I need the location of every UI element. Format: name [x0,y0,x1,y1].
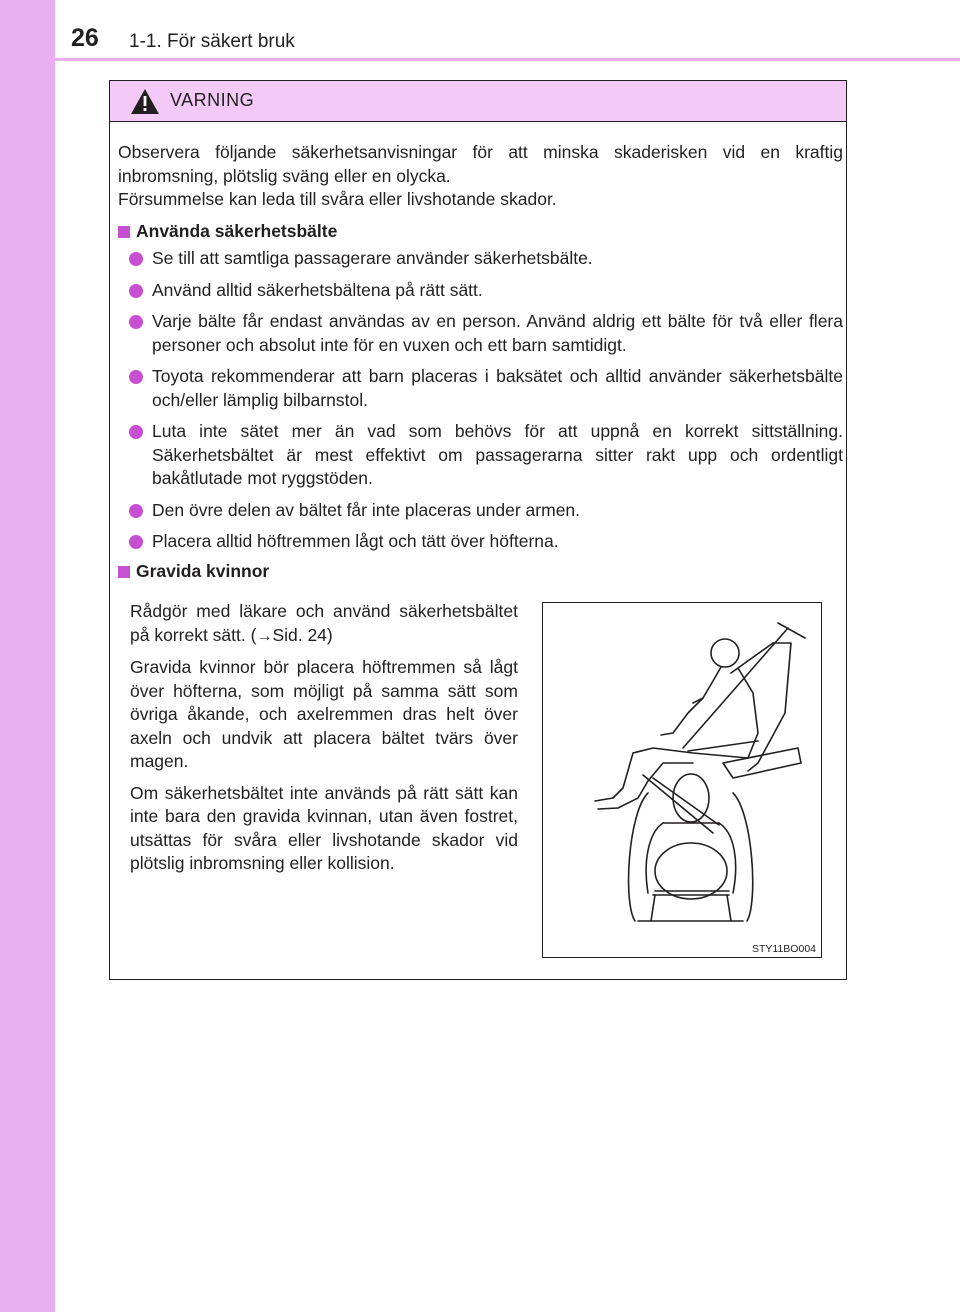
warning-box [109,80,847,980]
pregnant-paragraph-3: Om säkerhetsbältet inte används på rätt sätt kan inte bara den gravida kvinnan, utan även fostret, utsättas för svåra eller livshotande skador vid plötslig inbromsning eller kollision. [130,782,518,873]
subheading-seatbelt [118,220,843,244]
intro-line: Försummelse kan leda till svåra eller livshotande skador. [118,189,557,209]
warning-title: VARNING [170,90,255,110]
pregnant-text-column [130,600,518,884]
square-bullet-icon [118,566,130,578]
seatbelt-list [118,247,843,554]
pregnant-seatbelt-illustration [542,602,822,958]
subheading-pregnant [118,560,843,584]
bullet-dot-icon [129,504,143,518]
warning-header [110,81,846,122]
bullet-dot-icon [129,425,143,439]
intro-line: Observera följande säkerhetsanvisningar för att minska skaderisken vid en kraftig inbromsning, plötslig sväng eller en olycka. [118,142,843,186]
list-item: Toyota rekommenderar att barn placeras i baksätet och alltid använder säkerhetsbälte och/eller lämplig bilbarnstol. [118,365,843,412]
arrow-right-icon: → [256,627,273,645]
header-divider [55,58,960,61]
bullet-dot-icon [129,315,143,329]
section-title: 1-1. För säkert bruk [129,31,295,52]
list-item: Placera alltid höftremmen lågt och tätt över höfterna. [118,530,843,554]
subheading-label: Gravida kvinnor [136,560,270,581]
bullet-dot-icon [129,284,143,298]
list-item: Den övre delen av bältet får inte placeras under armen. [118,499,843,523]
pregnant-paragraph-2: Gravida kvinnor bör placera höftremmen så lågt över höfterna, som möjligt på samma sätt som övriga åkande, och axelremmen dras helt över axeln och undvik att placera bältet tvärs över magen. [130,657,518,771]
list-item: Använd alltid säkerhetsbältena på rätt sätt. [118,279,843,303]
subheading-label: Använda säkerhetsbälte [136,220,338,241]
list-item: Varje bälte får endast användas av en person. Använd aldrig ett bälte för två eller flera personer och absolut inte för en vuxen och ett barn samtidigt. [118,310,843,357]
bullet-dot-icon [129,252,143,266]
bullet-dot-icon [129,535,143,549]
figure-code: STY11BO004 [751,943,816,955]
warning-triangle-icon [130,88,160,115]
list-item: Luta inte sätet mer än vad som behövs för att uppnå en korrekt sittställning. Säkerhetsbältet är mest effektivt om passagerarna sitter rakt upp och ordentligt bakåtlutade mot ryggstöden. [118,420,843,491]
bullet-dot-icon [129,370,143,384]
pregnant-paragraph-1: Rådgör med läkare och använd säkerhetsbältet på korrekt sätt. (→Sid. 24) [130,601,518,645]
page-number: 26 [71,24,99,52]
illustration-drawing [543,603,821,957]
warning-intro [118,141,843,212]
square-bullet-icon [118,226,130,238]
list-item: Se till att samtliga passagerare använder säkerhetsbälte. [118,247,843,271]
page-sidebar [0,0,55,1312]
warning-content [118,141,843,583]
